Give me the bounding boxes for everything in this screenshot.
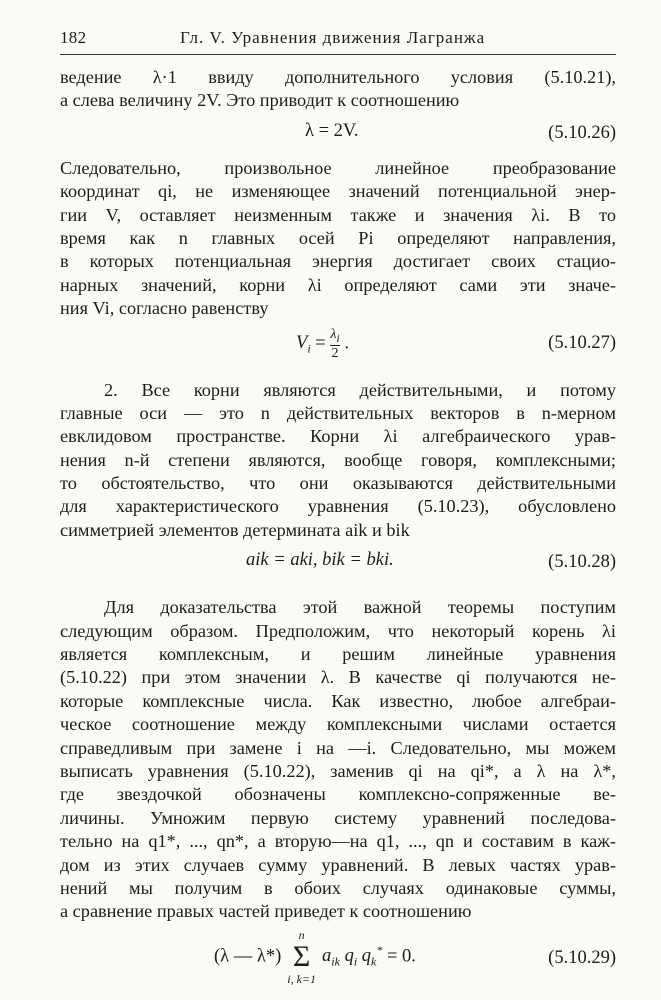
equation-5-10-29 (60, 924, 616, 994)
summation-sign: n Σ i, k=1 (287, 927, 317, 986)
text-line: евклидовом пространстве. Корни λi алгебраического урав- (60, 426, 616, 447)
text-line: которые комплексные числа. Как известно, любое алгебраи- (60, 690, 616, 711)
text-line: Следовательно, произвольное линейное преобразование (60, 157, 616, 178)
equation-expression: aik = aki, bik = bki. (246, 550, 394, 571)
equation-5-10-28 (60, 542, 616, 586)
text-line: справедливым при замене i на —i. Следовательно, мы можем (60, 737, 616, 758)
text-line: (5.10.22) при этом значении λ. В качестве qi получаются не- (60, 667, 616, 688)
equation-number: (5.10.29) (548, 947, 616, 968)
text-line: для характеристического уравнения (5.10.23), обусловлено (60, 496, 616, 517)
equation-number: (5.10.28) (548, 552, 616, 573)
text-line: дом из этих случаев сумму уравнений. В левых частях урав- (60, 854, 616, 875)
text-line: а сравнение правых частей приведет к соотношению (60, 901, 472, 922)
text-line: выписать уравнения (5.10.22), заменив qi на qi*, а λ на λ*, (60, 760, 616, 781)
text-line: время как n главных осей Pi определяют направления, (60, 227, 616, 248)
text-line: личины. Умножим первую систему уравнений последова- (60, 807, 616, 828)
book-page (60, 28, 616, 994)
text-line: где звездочкой обозначены комплексно-сопряженные ве- (60, 784, 616, 805)
fraction: $\frac{\lambda_i}{2}$ (330, 326, 340, 362)
text-line: следующим образом. Предположим, что некоторый корень λi (60, 620, 616, 641)
text-line: 2. Все корни являются действительными, и потому (104, 379, 616, 400)
text-line: то обстоятельство, что они оказываются действительными (60, 473, 616, 494)
equation-expression: λ = 2V. (305, 120, 359, 141)
text-line: симметрией элементов детермината aik и bik (60, 519, 410, 540)
text-line: ния Vi, согласно равенству (60, 298, 269, 319)
equation-expression: $V_i = \frac{\lambda_i}{2}$ . (296, 326, 350, 362)
equation-number: (5.10.27) (548, 332, 616, 353)
equation-number: (5.10.26) (548, 122, 616, 143)
text-line: ческое соотношение между комплексными числами остается (60, 714, 616, 735)
equation-5-10-27 (60, 321, 616, 369)
text-line: Для доказательства этой важной теоремы поступим (104, 597, 616, 618)
text-line: главные оси — это n действительных векторов в n-мерном (60, 402, 616, 423)
page-number: 182 (60, 28, 87, 47)
text-line: а слева величину 2V. Это приводит к соотношению (60, 90, 460, 111)
text-line: нарных значений, корни λi определяют сами эти значе- (60, 274, 616, 295)
text-line: является комплексным, и решим линейные уравнения (60, 644, 616, 665)
text-line: ведение λ·1 ввиду дополнительного условия (5.10.21), (60, 67, 616, 87)
text-line: тельно на q1*, ..., qn*, а вторую—на q1, ..., qn и составим в каж- (60, 831, 616, 852)
text-line: в которых потенциальная энергия достигает своих стацио- (60, 251, 616, 272)
text-line: гии V, оставляет неизменным также и значения λi. В то (60, 204, 616, 225)
text-line: нения n-й степени являются, вообще говоря, комплексными; (60, 449, 616, 470)
equation-5-10-26 (60, 113, 616, 157)
text-line: нений мы получим в обоих случаях одинаковые суммы, (60, 877, 616, 898)
chapter-title: Гл. V. Уравнения движения Лагранжа (180, 28, 486, 47)
equation-expression: (λ — λ*) n Σ i, k=1 $a_{ik}$ $q_i$ $q_k^* = 0$. (214, 927, 416, 986)
running-header (60, 28, 616, 55)
text-line: координат qi, не изменяющее значений потенциальной энер- (60, 181, 616, 202)
